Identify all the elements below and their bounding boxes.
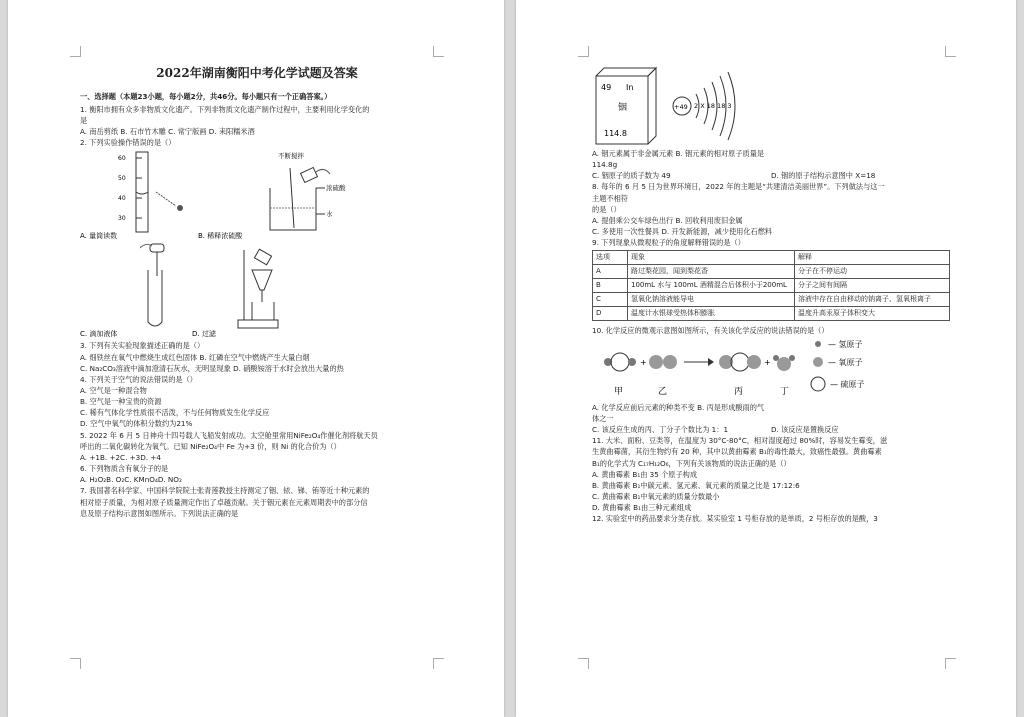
option-b-label: B. 稀释浓硫酸 (198, 232, 243, 241)
atomic-mass: 114.8 (604, 129, 627, 138)
q2-figures-cd (80, 240, 434, 340)
q10-figure (592, 336, 950, 402)
molecule-label: 乙 (658, 386, 668, 397)
q11-option: B. 黄曲霉素 B₁中碳元素、氢元素、氧元素的质量之比是 17:12:6 (592, 480, 800, 490)
q10-option: C. 该反应生成的丙、丁分子个数比为 1：1 (592, 425, 729, 435)
table-cell: B (593, 279, 628, 293)
corner-mark (70, 46, 81, 57)
table-cell: 100mL 水与 100mL 酒精混合后体积小于200mL (628, 279, 795, 293)
q7-text: 息及原子结构示意图如图所示。下列说法正确的是 (80, 508, 239, 518)
q4-option: B. 空气是一种宝贵的资源 (80, 397, 162, 407)
q12-text: 12. 实验室中的药品要求分类存放。某实验室 1 号柜存放的是单质，2 号柜存放的是酸，3 (592, 514, 878, 524)
graduated-cylinder-icon (136, 152, 183, 232)
option-c-label: C. 滴加液体 (80, 330, 118, 339)
legend-label: — 氧原子 (828, 357, 863, 367)
q4-option: A. 空气是一种混合物 (80, 386, 147, 395)
table-cell: A (593, 265, 628, 279)
q6-options: A. H₂O₂B. O₂C. KMnO₄D. NO₂ (80, 475, 182, 485)
page-right (516, 0, 1016, 717)
q8-text: 的是（） (592, 204, 621, 214)
tick-label: 60 (118, 155, 126, 163)
q7-text: 7. 我国著名科学家、中国科学院院士张青莲教授主持测定了铟、铱、锑、铕等近十种元素的 (80, 486, 370, 496)
left-content (80, 64, 434, 519)
q1-text: 是 (80, 115, 88, 125)
q11-option: C. 黄曲霉素 B₁中氧元素的质量分数最小 (592, 492, 720, 502)
q6-text: 6. 下列物质含有氧分子的是 (80, 464, 169, 474)
q4-option: C. 稀有气体化学性质很不活泼，不与任何物质发生化学反应 (80, 408, 270, 418)
legend-label: — 氢原子 (828, 339, 863, 349)
q5-text: 呼出的二氧化碳转化为氧气。已知 NiFe₂O₄中 Fe 为+3 价，则 Ni 的化合价为（） (80, 441, 341, 451)
table-header: 现象 (628, 251, 795, 265)
svg-text:+: + (764, 357, 771, 367)
q7-options-row (592, 148, 950, 170)
q10-options-row (592, 424, 950, 435)
dropper-icon (140, 244, 164, 326)
q10-text: 10. 化学反应的微观示意图如图所示，有关该化学反应的说法错误的是（） (592, 325, 829, 335)
q11-option: D. 黄曲霉素 B₁由三种元素组成 (592, 503, 692, 513)
filter-stand-icon (238, 250, 278, 329)
q7-option: C. 铟原子的质子数为 49 (592, 171, 671, 181)
molecule-yi-icon (649, 355, 677, 369)
q2-text: 2. 下列实验操作错误的是（） (80, 138, 176, 148)
molecule-label: 丙 (734, 386, 744, 397)
indium-element-diagram (592, 66, 792, 148)
page-title: 2022年湖南衡阳中考化学试题及答案 (156, 66, 358, 80)
table-cell: 温度升高汞原子体积变大 (795, 306, 950, 320)
corner-mark (945, 46, 956, 57)
table-row (593, 265, 950, 279)
corner-mark (433, 46, 444, 57)
nucleus-charge: +49 (674, 103, 688, 111)
molecule-bing-icon (719, 353, 761, 371)
q9-table (592, 250, 950, 320)
oxygen-atom-icon (813, 357, 823, 367)
electron-shells: 2 X 18 18 3 (694, 102, 732, 110)
atomic-number: 49 (601, 83, 612, 92)
molecule-jia-icon (604, 353, 636, 371)
arrow-icon (684, 358, 714, 366)
q2-figure-row-1 (80, 148, 434, 240)
sulfur-atom-icon (811, 377, 825, 391)
q8-option: A. 提倡乘公交车绿色出行 B. 回收利用废旧金属 (592, 215, 743, 225)
q10-option: A. 化学反应前后元素的种类不变 B. 丙是形成酸雨的气体之一 (592, 402, 765, 423)
q8-text: 主题不相符 (592, 193, 628, 203)
corner-mark (578, 658, 589, 669)
q5-options: A. +1B. +2C. +3D. +4 (80, 452, 161, 462)
q7-option: D. 铟的原子结构示意图中 X=18 (771, 171, 876, 181)
table-cell: C (593, 292, 628, 306)
q3-text: 3. 下列有关实验现象描述正确的是（） (80, 341, 205, 351)
hydrogen-atom-icon (815, 341, 821, 347)
q1-text: 1. 衡阳市拥有众多非物质文化遗产。下列非物质文化遗产制作过程中，主要利用化学变化的 (80, 104, 370, 114)
indium-figure (592, 66, 950, 148)
q9-text: 9. 下列现象从微观粒子的角度解释错误的是（） (592, 238, 745, 248)
water-label: 水 (326, 210, 333, 219)
table-cell: 温度计水银球受热体积膨胀 (628, 306, 795, 320)
table-row (593, 292, 950, 306)
right-content (592, 66, 950, 525)
q3-option: C. Na₂CO₃溶液中滴加澄清石灰水，无明显现象 D. 硝酸铵溶于水时会放出大量的热 (80, 363, 344, 373)
table-cell: 溶液中存在自由移动的钠离子、氢氧根离子 (795, 292, 950, 306)
stir-label: 不断搅拌 (278, 152, 304, 161)
section-heading: 一、选择题（本题23小题，每小题2分，共46分。每小题只有一个正确答案。） (80, 91, 332, 101)
element-name: 铟 (618, 103, 628, 113)
q11-text: B₁的化学式为 C₁₇H₁₂O₆，下列有关该物质的说法正确的是（） (592, 458, 791, 468)
q3-option: A. 细铁丝在氧气中燃烧生成红色固体 B. 红磷在空气中燃烧产生大量白烟 (80, 352, 310, 362)
q5-text: 5. 2022 年 6 月 5 日神舟十四号载人飞船发射成功。太空舱里常用NiFe₂O₄作催化剂将航天员 (80, 430, 378, 440)
corner-mark (945, 658, 956, 669)
option-a-label: A. 量筒读数 (80, 232, 118, 241)
molecule-label: 甲 (614, 386, 624, 397)
q11-text: 11. 大米、面粉、豆类等，在温度为 30°C-80°C，相对湿度超过 80%时，容易发生霉变，滋 (592, 436, 888, 446)
table-cell: 分子在不停运动 (795, 265, 950, 279)
acid-label: 浓硫酸 (326, 184, 346, 193)
corner-mark (70, 658, 81, 669)
q10-option: D. 该反应是置换反应 (771, 425, 839, 435)
molecule-label: 丁 (780, 386, 790, 397)
q4-option: D. 空气中氧气的体积分数约为21% (80, 419, 193, 429)
q1-options: A. 南岳剪纸 B. 石市竹木雕 C. 常宁版画 D. 耒阳糯米酒 (80, 127, 255, 137)
table-cell: 路过梨花园，闻到梨花香 (628, 265, 795, 279)
q7-option: A. 铟元素属于非金属元素 B. 铟元素的相对原子质量是 114.8g (592, 149, 765, 170)
q8-option: C. 多使用一次性餐具 D. 开发新能源，减少使用化石燃料 (592, 227, 773, 237)
q4-text: 4. 下列关于空气的说法错误的是（） (80, 374, 197, 384)
legend-label: — 硫原子 (830, 379, 865, 389)
tick-label: 30 (118, 215, 126, 223)
tick-label: 40 (118, 195, 126, 203)
tick-label: 50 (118, 175, 126, 183)
table-header: 解释 (795, 251, 950, 265)
corner-mark (578, 46, 589, 57)
page-left (8, 0, 504, 717)
molecule-ding-icon (773, 355, 795, 371)
q7-options-row (592, 170, 950, 181)
table-cell: D (593, 306, 628, 320)
element-symbol: In (626, 83, 634, 92)
q11-option: A. 黄曲霉素 B₁由 35 个原子构成 (592, 469, 698, 479)
q10-options-row (592, 402, 950, 424)
corner-mark (433, 658, 444, 669)
option-d-label: D. 过滤 (192, 330, 216, 339)
q2-figures-ab (80, 148, 434, 240)
table-row (593, 306, 950, 320)
q2-figure-row-2 (80, 240, 434, 340)
q7-text: 相对原子质量，为相对原子质量测定作出了卓越贡献。关于铟元素在元素周期表中的部分信 (80, 497, 368, 507)
beaker-icon (270, 168, 330, 230)
table-header: 选项 (593, 251, 628, 265)
q8-text: 8. 每年的 6 月 5 日为世界环境日，2022 年的主题是“共建清洁美丽世界”。下列做法与这一 (592, 182, 885, 192)
table-header-row (593, 251, 950, 265)
svg-text:+: + (640, 357, 647, 367)
table-cell: 分子之间有间隔 (795, 279, 950, 293)
reaction-diagram (592, 336, 952, 402)
q11-text: 生黄曲霉菌，其衍生物约有 20 种，其中以黄曲霉素 B₁的毒性最大，致癌性最强。黄曲霉素 (592, 447, 882, 457)
table-cell: 氢氧化钠溶液能导电 (628, 292, 795, 306)
table-row (593, 279, 950, 293)
